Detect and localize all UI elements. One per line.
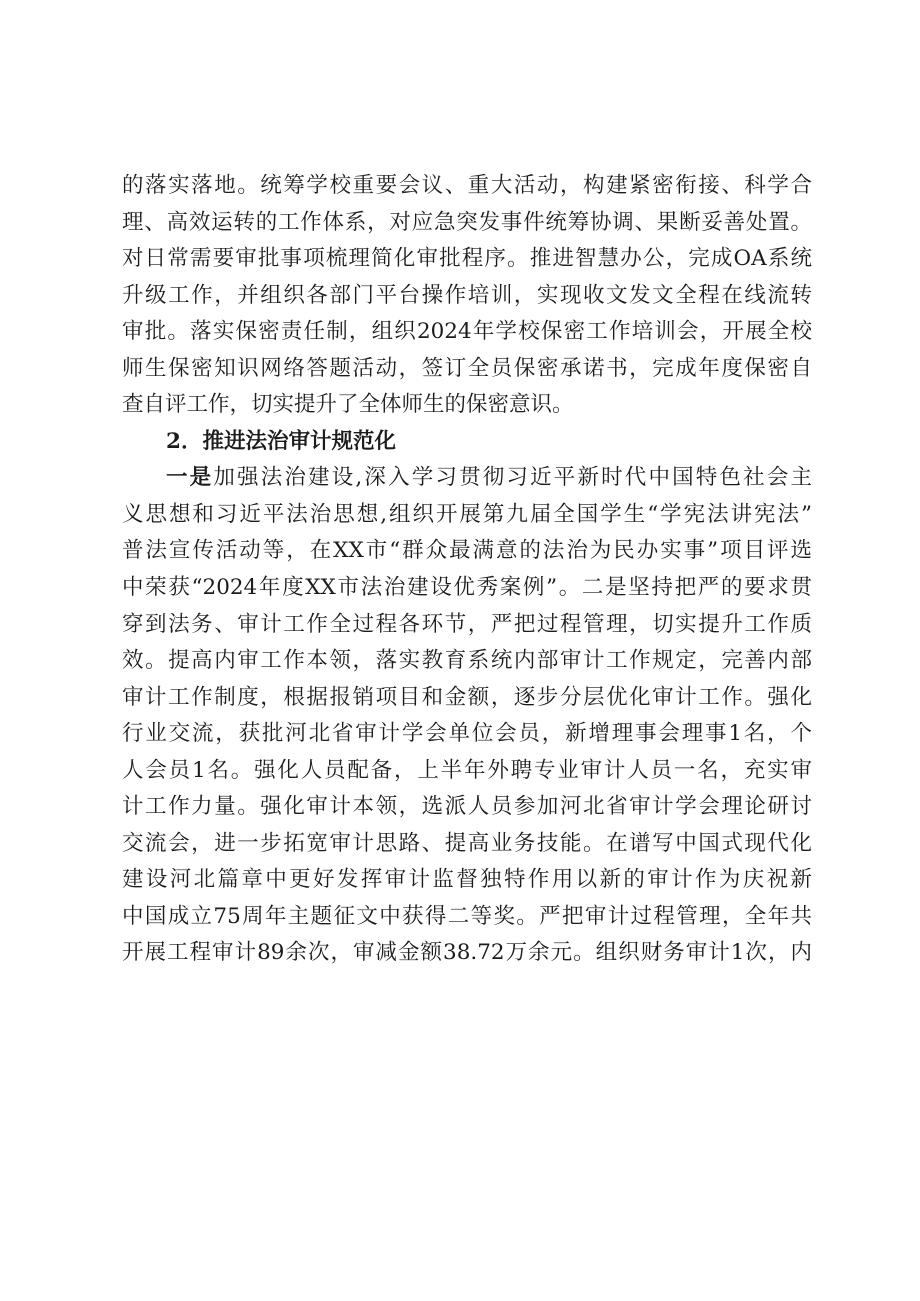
text-line: 交流会，进一步拓宽审计思路、提高业务技能。在谱写中国式现代化 <box>122 830 812 856</box>
text-line: 普法宣传活动等，在XX市“群众最满意的法治为民办实事”项目评选 <box>122 538 812 564</box>
text-line <box>122 460 812 497</box>
text-line: 穿到法务、审计工作全过程各环节，严把过程管理，切实提升工作质 <box>122 611 812 637</box>
text-line: 对日常需要审批事项梳理简化审批程序。推进智慧办公，完成OA系统 <box>122 246 812 272</box>
section-heading: 2．推进法治审计规范化 <box>166 428 396 454</box>
text-line: 审计工作制度，根据报销项目和金额，逐步分层优化审计工作。强化 <box>122 684 812 710</box>
text-line: 理、高效运转的工作体系，对应急突发事件统筹协调、果断妥善处置。 <box>122 209 812 235</box>
document-body <box>122 168 812 972</box>
text-line: 中荣获“2024年度XX市法治建设优秀案例”。二是坚持把严的要求贯 <box>122 575 812 601</box>
text-line: 的落实落地。统筹学校重要会议、重大活动，构建紧密衔接、科学合 <box>122 173 812 198</box>
text-line: 计工作力量。强化审计本领，选派人员参加河北省审计学会理论研讨 <box>122 794 812 820</box>
text-line: 升级工作，并组织各部门平台操作培训，实现收文发文全程在线流转 <box>122 282 812 308</box>
lead-phrase: 一是 <box>166 465 214 491</box>
text-line: 开展工程审计89余次，审减金额38.72万余元。组织财务审计1次，内 <box>122 940 812 966</box>
text-line: 效。提高内审工作本领，落实教育系统内部审计工作规定，完善内部 <box>122 648 812 674</box>
text-line: 审批。落实保密责任制，组织2024年学校保密工作培训会，开展全校 <box>122 319 812 345</box>
text-run: 加强法治建设,深入学习贯彻习近平新时代中国特色社会主 <box>213 465 812 491</box>
text-line: 人会员1名。强化人员配备，上半年外聘专业审计人员一名，充实审 <box>122 757 812 783</box>
text-line: 义思想和习近平法治思想,组织开展第九届全国学生“学宪法讲宪法” <box>122 501 812 527</box>
text-line: 建设河北篇章中更好发挥审计监督独特作用以新的审计作为庆祝新 <box>122 867 812 893</box>
text-line: 中国成立75周年主题征文中获得二等奖。严把审计过程管理，全年共 <box>122 903 812 929</box>
text-line: 行业交流，获批河北省审计学会单位会员，新增理事会理事1名，个 <box>122 721 812 747</box>
text-line: 查自评工作，切实提升了全体师生的保密意识。 <box>122 392 574 418</box>
text-line: 师生保密知识网络答题活动，签订全员保密承诺书，完成年度保密自 <box>122 355 812 381</box>
